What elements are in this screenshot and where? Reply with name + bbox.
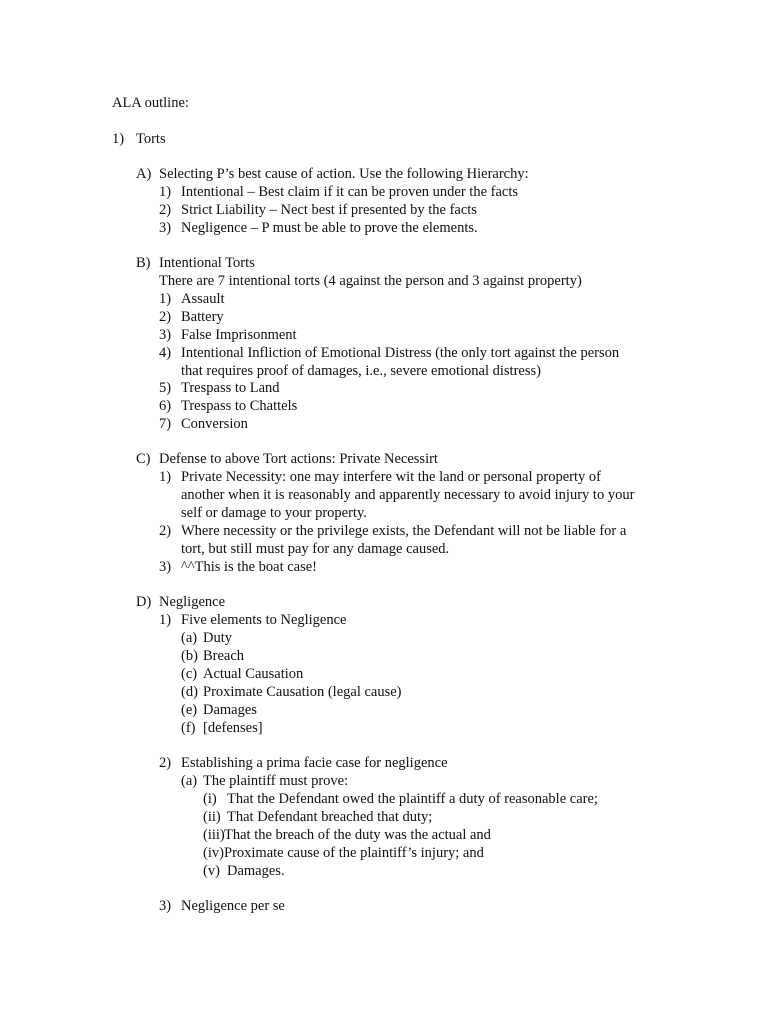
element-marker: (f)	[181, 720, 196, 736]
list-marker: 1)	[159, 612, 172, 628]
list-marker: 3)	[159, 327, 172, 343]
list-item: Where necessity or the privilege exists, the Defendant will not be liable for a	[181, 523, 627, 539]
subsection-marker: D)	[136, 594, 152, 610]
element-item: [defenses]	[203, 720, 263, 736]
list-item: ^^This is the boat case!	[181, 559, 318, 575]
section-marker: 1)	[112, 131, 125, 147]
element-marker: (e)	[181, 702, 198, 718]
list-item: Negligence per se	[181, 898, 285, 914]
element-item: Breach	[203, 648, 245, 664]
list-item: Five elements to Negligence	[181, 612, 347, 628]
list-item: Battery	[181, 309, 224, 325]
list-item: Assault	[181, 291, 225, 307]
list-item: Negligence – P must be able to prove the elements.	[181, 220, 478, 236]
list-marker: 3)	[159, 220, 172, 236]
list-marker: 1)	[159, 184, 172, 200]
element-item: Actual Causation	[203, 666, 304, 682]
element-item: The plaintiff must prove:	[203, 773, 349, 789]
list-item: Private Necessity: one may interfere wit the land or personal property of	[181, 469, 601, 485]
element-item: Damages	[203, 702, 257, 718]
list-marker: 6)	[159, 398, 172, 414]
subsection-heading: Negligence	[159, 594, 226, 610]
subsection-marker: B)	[136, 255, 151, 271]
roman-item: That the breach of the duty was the actual and	[224, 827, 491, 843]
roman-marker: (v)	[203, 863, 220, 879]
list-marker: 5)	[159, 380, 172, 396]
list-marker: 4)	[159, 345, 172, 361]
subsection-marker: C)	[136, 451, 151, 467]
element-marker: (a)	[181, 773, 198, 789]
list-marker: 1)	[159, 469, 172, 485]
list-marker: 2)	[159, 309, 172, 325]
subsection-intro: There are 7 intentional torts (4 against the person and 3 against property)	[159, 273, 582, 289]
list-marker: 2)	[159, 202, 172, 218]
list-marker: 3)	[159, 559, 172, 575]
list-item-continuation: that requires proof of damages, i.e., severe emotional distress)	[181, 363, 541, 379]
list-item: Intentional Infliction of Emotional Distress (the only tort against the person	[181, 345, 620, 361]
element-marker: (c)	[181, 666, 198, 682]
roman-marker: (iii)	[203, 827, 225, 843]
roman-item: That Defendant breached that duty;	[227, 809, 433, 825]
list-item: Strict Liability – Nect best if presented by the facts	[181, 202, 477, 218]
document-title: ALA outline:	[112, 95, 189, 111]
list-item-continuation: self or damage to your property.	[181, 505, 367, 521]
element-item: Duty	[203, 630, 232, 646]
list-item-continuation: tort, but still must pay for any damage caused.	[181, 541, 450, 557]
element-marker: (b)	[181, 648, 198, 664]
element-item: Proximate Causation (legal cause)	[203, 684, 402, 700]
list-marker: 2)	[159, 523, 172, 539]
list-marker: 1)	[159, 291, 172, 307]
list-marker: 2)	[159, 755, 172, 771]
element-marker: (a)	[181, 630, 198, 646]
roman-item: Proximate cause of the plaintiff’s injury; and	[224, 845, 484, 861]
list-marker: 3)	[159, 898, 172, 914]
list-item: Intentional – Best claim if it can be proven under the facts	[181, 184, 519, 200]
roman-marker: (iv)	[203, 845, 224, 861]
roman-item: Damages.	[227, 863, 285, 879]
roman-marker: (ii)	[203, 809, 221, 825]
subsection-heading: Selecting P’s best cause of action. Use the following Hierarchy:	[159, 166, 529, 182]
roman-marker: (i)	[203, 791, 217, 807]
section-heading: Torts	[136, 131, 166, 147]
list-item: Establishing a prima facie case for negligence	[181, 755, 448, 771]
list-item-continuation: another when it is reasonably and apparently necessary to avoid injury to your	[181, 487, 635, 503]
list-item: False Imprisonment	[181, 327, 297, 343]
list-item: Trespass to Land	[181, 380, 280, 396]
subsection-heading: Intentional Torts	[159, 255, 255, 271]
list-item: Trespass to Chattels	[181, 398, 298, 414]
subsection-heading: Defense to above Tort actions: Private Necessirt	[159, 451, 438, 467]
subsection-marker: A)	[136, 166, 152, 182]
roman-item: That the Defendant owed the plaintiff a duty of reasonable care;	[227, 791, 598, 807]
list-item: Conversion	[181, 416, 248, 432]
element-marker: (d)	[181, 684, 198, 700]
list-marker: 7)	[159, 416, 172, 432]
